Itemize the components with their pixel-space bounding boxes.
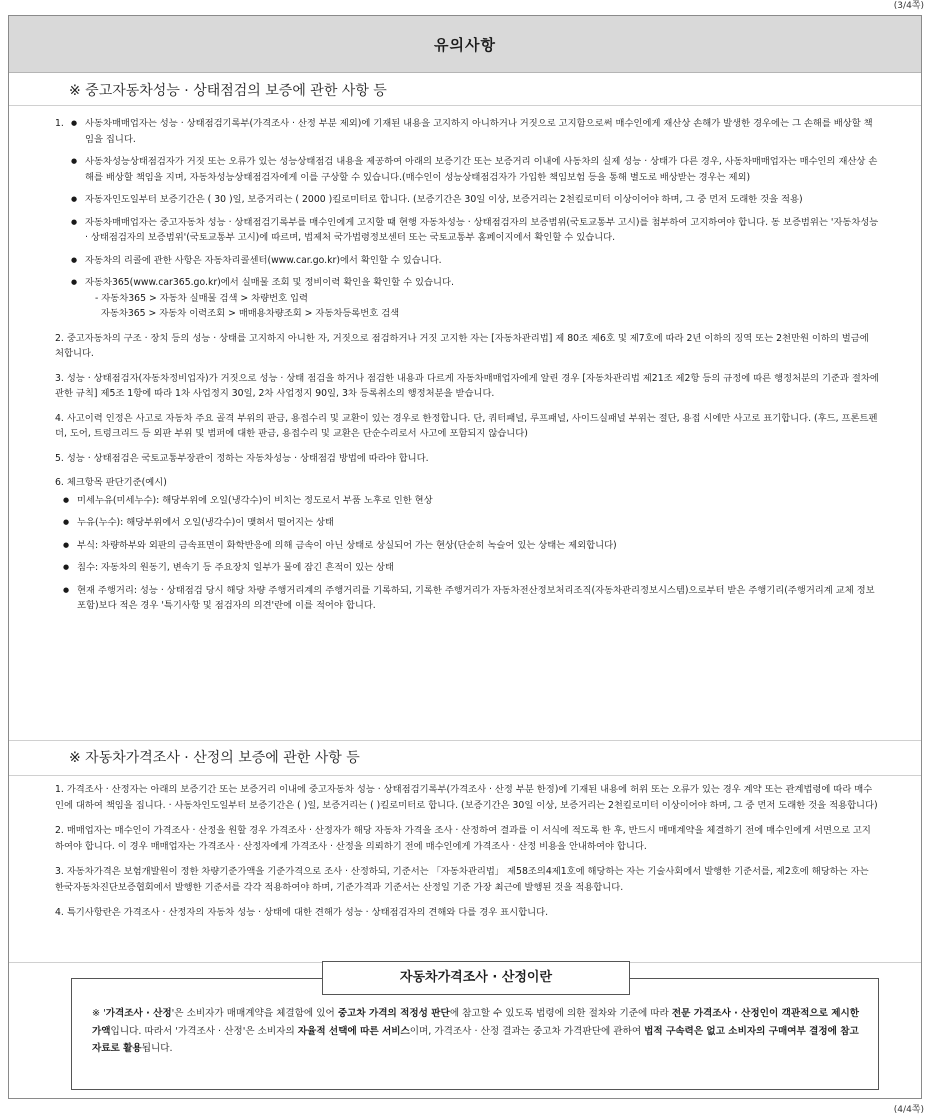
definition-emphasis: 전문 가격조사 · 산정인이 객관적으로 제시한 가액 — [92, 1008, 860, 1037]
definition-box — [71, 970, 879, 1090]
section2-heading: ※ 자동차가격조사 · 산정의 보증에 관한 사항 등 — [9, 740, 921, 776]
section2-item-2: 2. 매매업자는 매수인이 가격조사 · 산정을 원할 경우 가격조사 · 산정자가 해당 자동차 가격을 조사 · 산정하여 결과를 이 서식에 적도록 한 후, 반드시 매매계약을 체결하기 전에 매수인에게 서면으로 고지하여야 합니다. 이 경우 매매업자는 가격조사 · 산정자에게 가격조사 · 산정을 의뢰하기 전에 매수인에게 가격조사 · 산정 비용을 안내하여야 합니다. — [55, 825, 871, 852]
page-number-bottom: (4/4쪽) — [893, 1105, 924, 1115]
section1-item-3: 3. 성능 · 상태점검자(자동차정비업자)가 거짓으로 성능 · 상태 점검을 하거나 점검한 내용과 다르게 자동차매매업자에게 알린 경우 [자동차관리법 제21조 제2항 등의 규정에 따른 행정처분의 기준과 절차에 관한 규칙] 제5조 1항에 따라 1차 사업정지 30일, 2차 사업정지 90일, 3차 등록취소의 행정처분을 받습니다. — [55, 372, 879, 399]
list-item: ● 누유(누수): 해당부위에서 오일(냉각수)이 맺혀서 떨어지는 상태 — [61, 515, 879, 531]
definition-emphasis: 가격조사 · 산정 — [105, 1008, 172, 1019]
list-item: ● 사동차매매업자는 성능 · 상태점검기록부(가격조사 · 산정 부분 제외)에 기재된 내용을 고지하지 아니하거나 거짓으로 고지함으로써 매수인에게 재산상 손해가 발생한 경우에는 그 손해를 배상할 책임을 집니다. — [69, 116, 879, 147]
list-item: ● 부식: 차량하부와 외판의 금속표면이 화학반응에 의해 금속이 아닌 상태로 상실되어 가는 현상(단순히 녹슬어 있는 상태는 제외합니다) — [61, 538, 879, 554]
section1-body — [9, 106, 921, 614]
definition-text: 입니다. 따라서 '가격조사 · 산정'은 소비자의 — [110, 1025, 298, 1037]
definition-text: 이며, 가격조사 · 산정 결과는 중고차 가격판단에 관하여 — [409, 1025, 645, 1037]
section1-item-2: 2. 중고자동차의 구조 · 장치 등의 성능 · 상태를 고지하지 아니한 자, 거짓으로 점검하거나 거짓 고지한 자는 [자동차관리법] 제 80조 제6호 및 제7호에 따라 2년 이하의 징역 또는 2천만원 이하의 벌금에 처합니다. — [55, 332, 869, 359]
section2-body — [9, 776, 921, 921]
section2-item-3: 3. 자동차가격은 보험개발원이 정한 차량기준가액을 기준가격으로 조사 · 산정하되, 기준서는 「자동차관리법」 제58조의4제1호에 해당하는 자는 기술사회에서 발행한 기준서를, 제2호에 해당하는 자는 한국자동차진단보증협회에서 발행한 기준서를 각각 적용하여야 하며, 기준가격과 기준서는 산정일 기준 가장 최근에 발행된 것을 적용합니다. — [55, 866, 869, 893]
list-item: ● 자동차의 리콜에 관한 사항은 자동차리콜센터(www.car.go.kr)에서 확인할 수 있습니다. — [69, 253, 879, 269]
section1-item-5: 5. 성능 · 상태점검은 국토교통부장관이 정하는 자동차성능 · 상태점검 방법에 따라야 합니다. — [55, 452, 429, 464]
list-item: ● 자동자인도일부터 보증기간은 ( 30 )일, 보증거리는 ( 2000 )킬로미터로 합니다. (보증기간은 30일 이상, 보증거리는 2천킬로미터 이상이어야 하며, 그 중 먼저 도래한 것을 적용) — [69, 192, 879, 208]
list-item: ● 사동차성능상태점검자가 거짓 또는 오류가 있는 성능상태점검 내용을 제공하여 아래의 보증기간 또는 보증거리 이내에 사동차의 실제 성능 · 상태가 다른 경우, 사동차매매업자는 매수인의 재산상 손해를 배상할 책임을 지며, 자동차성능상태점검자에게 이를 구상할 수 있습니다.(매수인이 성능상태점검자가 가입한 책임보험 등을 통해 별도로 배상받는 경우는 제외) — [69, 154, 879, 185]
definition-text: ※ ' — [92, 1008, 106, 1019]
section2 — [9, 740, 921, 931]
section2-item-1: 1. 가격조사 · 산정자는 아래의 보증기간 또는 보증거리 이내에 중고자동차 성능 · 상태점검기록부(가격조사 · 산정 부분 한정)에 기재된 내용에 허위 또는 오류가 있는 경우 계약 또는 관계법령에 따라 매수인에 대하여 책임을 집니다. · 사동차인도일부터 보증기간은 ( )일, 보증거리는 ( )킬로미터로 합니다. (보증기간은 30일 이상, 보증거리는 2천킬로미터 이상이어야 하며, 그 중 먼저 도래한 것을 적용합니다) — [55, 784, 878, 811]
section1-item-6: 6. 체크항목 판단기준(예시) — [55, 477, 167, 488]
item-number: 1. — [55, 118, 64, 129]
list-item: ● 자동차매매업자는 중고자동차 성능 · 상태점검기록부를 매수인에게 고지할 때 현행 자동차성능 · 상태점검자의 보증범위(국토교통부 고시)를 첨부하여 고지하여야 합니다. 동 보증범위는 '자동차성능 · 상태점검자의 보증범위'(국토교통부 고시)에 따르며, 법제처 국가법령정보센터 또는 국토교통부 홈페이지에서 확인할 수 있습니다. — [69, 215, 879, 246]
page-number-top: (3/4쪽) — [893, 1, 924, 11]
section1-item-6-list — [55, 493, 879, 614]
notice-frame — [8, 15, 922, 1099]
definition-box-title: 자동차가격조사 · 산정이란 — [322, 961, 630, 995]
definition-box-text — [92, 1005, 860, 1058]
definition-text: '은 소비자가 매매계약을 체결함에 있어 — [171, 1008, 338, 1019]
sub-line: 자동차365 > 자동차 이력조회 > 매매용차량조회 > 자동차등록번호 검색 — [95, 308, 400, 319]
definition-emphasis: 법적 구속력은 없고 소비자의 구매여부 결정에 참고자료로 활용 — [92, 1025, 859, 1054]
section1-item-4: 4. 사고이력 인정은 사고로 자동차 주요 골격 부위의 판금, 용접수리 및 교환이 있는 경우로 한정합니다. 단, 쿼터패널, 루프패널, 사이드실패널 부위는 절단, 용접 시에만 사고로 표기합니다. (후드, 프론트펜더, 도어, 트렁크리드 등 외판 부위 및 범퍼에 대한 판금, 용접수리 및 교환은 단순수리로서 사고에 포함되지 않습니다) — [55, 412, 878, 439]
section1-item-1 — [55, 116, 879, 322]
definition-text: 에 참고할 수 있도록 법령에 의한 절차와 기준에 따라 — [449, 1008, 672, 1019]
list-item: ● 자동차365(www.car365.go.kr)에서 실매물 조회 및 정비이력 확인을 확인할 수 있습니다. — [69, 275, 879, 291]
section2-item-4: 4. 특기사항란은 가격조사 · 산정자의 자동차 성능 · 상태에 대한 견해가 성능 · 상태점검자의 견해와 다를 경우 표시합니다. — [55, 907, 549, 918]
list-item: ● 침수: 자동차의 원동기, 변속기 등 주요장치 일부가 물에 잠긴 흔적이 있는 상태 — [61, 560, 879, 576]
list-item: ● 미세누유(미세누수): 해당부위에 오일(냉각수)이 비치는 정도로서 부품 노후로 인한 현상 — [61, 493, 879, 509]
list-item: ● 현재 주행거리: 성능 · 상태점검 당시 해당 차량 주행거리계의 주행거리를 기록하되, 기록한 주행거리가 자동차전산정보처리조직(자동차관리정보시스템)으로부터 받은 주행기리(주행거리계 교체 정보 포함)보다 적은 경우 '특기사항 및 점검자의 의견'란에 이를 적어야 합니다. — [61, 583, 879, 614]
definition-text: 됩니다. — [141, 1043, 173, 1054]
page-title: 유의사항 — [9, 16, 921, 73]
sub-line: - 자동차365 > 자동차 실매물 검색 > 차량번호 입력 — [95, 292, 308, 304]
section1-heading: ※ 중고자동차성능 · 상태점검의 보증에 관한 사항 등 — [9, 77, 921, 106]
definition-emphasis: 중고차 가격의 적정성 판단 — [337, 1008, 450, 1019]
definition-emphasis: 자율적 선택에 따른 서비스 — [297, 1025, 410, 1037]
